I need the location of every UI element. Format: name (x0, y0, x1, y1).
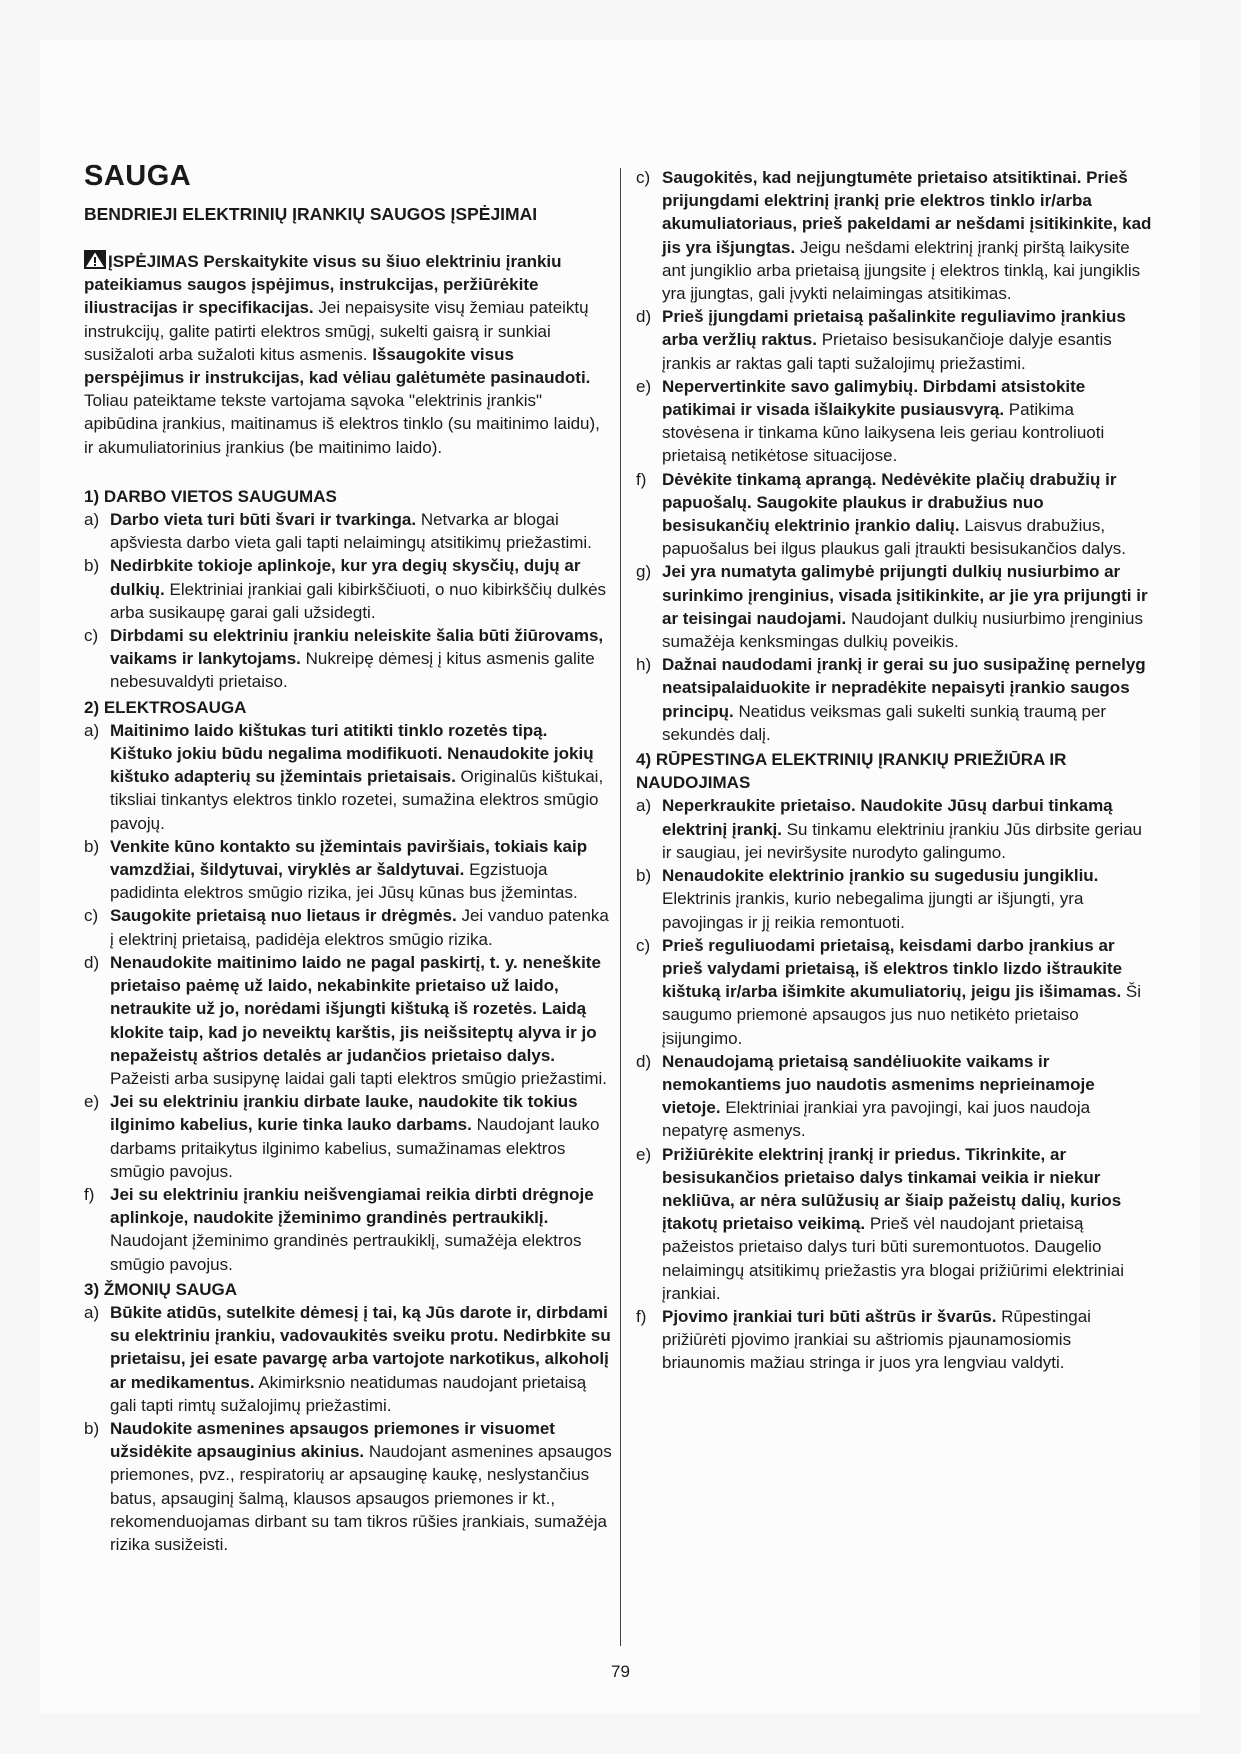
warning-icon (84, 250, 106, 269)
page-title: SAUGA (84, 160, 192, 192)
item-text: Akimirksnio neatidumas naudojant prietaisą gali tapti rimtų sužalojimų priežastimi. (110, 1372, 587, 1415)
item-text: Prieš vėl naudojant prietaisą pažeistos prietaiso dalys turi būti suremontuotos. Daugelio nelaimingų atsitikimų priežastis yra blogai prižiūrimi elektriniai įrankiai. (662, 1214, 1125, 1303)
item-bold: Nepervertinkite savo galimybių. Dirbdami atsistokite patikimai ir visada išlaikykite pusiausvyrą. (662, 376, 1086, 420)
item-bold: Jei su elektriniu įrankiu neišvengiamai reikia dirbti drėgnoje aplinkoje, naudokite įžeminimo grandinės pertraukiklį. (110, 1184, 594, 1228)
section-heading-work-area: 1) DARBO VIETOS SAUGUMAS (84, 486, 337, 506)
item-text: Jei vanduo patenka į elektrinį prietaisą, padidėja elektros smūgio rizika. (110, 906, 609, 949)
item-bold: Darbo vieta turi būti švari ir tvarkinga. (110, 510, 417, 530)
item-text: Jeigu nešdami elektrinį įrankį pirštą laikysite ant jungiklio arba prietaisą įjungsite į elektros tinklą, kai jungiklis yra įjungtas, gali įvykti nelaimingas atsitikimas. (662, 237, 1141, 304)
item-text: Naudojant dulkių nusiurbimo įrenginius sumažėja kenksmingas dulkių poveikis. (662, 608, 1143, 652)
item-label: a) (636, 796, 652, 816)
list-item (84, 508, 612, 554)
item-bold: Naudokite asmenines apsaugos priemones ir visuomet užsidėkite apsauginius akinius. (110, 1418, 555, 1462)
left-column (84, 250, 612, 1556)
section-heading-tool-care: 4) RŪPESTINGA ELEKTRINIŲ ĮRANKIŲ PRIEŽIŪRA IR NAUDOJIMAS (636, 750, 1067, 793)
item-label: f) (636, 469, 647, 489)
item-label: f) (636, 1306, 647, 1326)
item-bold: Saugokitės, kad neįjungtumėte prietaiso atsitiktinai. Prieš prijungdami elektrinį įrankį prie elektros tinklo ir/arba akumuliatoriaus, prieš pakeldami ar nešdami įsitikinkite, kad jis yra išjungtas. (662, 168, 1152, 257)
item-label: d) (636, 1051, 652, 1071)
item-text: Nukreipę dėmesį į kitus asmenis galite nebesuvaldyti prietaiso. (110, 649, 595, 692)
item-bold: Maitinimo laido kištukas turi atitikti tinklo rozetės tipą. Kištuko jokiu būdu negalima modifikuoti. Nenaudokite jokių kištuko adapterių su įžemintais prietaisais. (110, 720, 594, 787)
item-label: b) (84, 1418, 100, 1438)
list-item (84, 1417, 612, 1556)
list-item (84, 554, 612, 624)
item-label: e) (636, 376, 652, 396)
list-item (84, 1183, 612, 1276)
list-item (84, 1090, 612, 1183)
item-text: Netvarka ar blogai apšviesta darbo vieta gali tapti nelaimingų atsitikimų priežastimi. (110, 510, 592, 553)
list-item (636, 653, 1156, 746)
section-heading-personal-safety: 3) ŽMONIŲ SAUGA (84, 1279, 237, 1299)
page-number: 79 (611, 1662, 630, 1681)
item-bold: Dėvėkite tinkamą aprangą. Nedėvėkite plačių drabužių ir papuošalų. Saugokite plaukus ir drabužius nuo besisukančių elektrinio įrankio dalių. (662, 469, 1117, 536)
item-label: a) (84, 510, 100, 530)
intro-bold-2: Išsaugokite visus perspėjimus ir instrukcijas, kad vėliau galėtumėte pasinaudoti. (84, 344, 591, 388)
list-item (636, 1143, 1156, 1305)
item-bold: Neperkraukite prietaiso. Naudokite Jūsų darbui tinkamą elektrinį įrankį. (662, 796, 1113, 839)
item-text: Elektriniai įrankiai gali kibirkščiuoti, o nuo kibirkščių dulkės arba susikaupę garai gali užsidegti. (110, 579, 607, 622)
item-label: d) (84, 952, 100, 972)
item-bold: Venkite kūno kontakto su įžemintais paviršiais, tokiais kaip vamzdžiai, šildytuvai, viryklės ar šaldytuvai. (110, 836, 588, 880)
item-bold: Dirbdami su elektriniu įrankiu neleiskite šalia būti žiūrovams, vaikams ir lankytojams. (110, 626, 604, 669)
item-bold: Jei su elektriniu įrankiu dirbate lauke, naudokite tik tokius ilginimo kabelius, kurie tinka lauko darbams. (110, 1092, 578, 1135)
list-item (636, 560, 1156, 653)
section-subtitle: BENDRIEJI ELEKTRINIŲ ĮRANKIŲ SAUGOS ĮSPĖJIMAI (84, 204, 538, 224)
item-label: e) (84, 1092, 100, 1112)
intro-bold-1: ĮSPĖJIMAS Perskaitykite visus su šiuo elektriniu įrankiu pateikiamus saugos įspėjimus, instrukcijas, peržiūrėkite iliustracijas ir specifikacijas. (84, 252, 562, 318)
section-heading-electrical: 2) ELEKTROSAUGA (84, 697, 247, 717)
item-label: e) (636, 1144, 652, 1164)
right-column (636, 166, 1156, 1375)
item-text: Ši saugumo priemonė apsaugos jus nuo netikėto prietaiso įsijungimo. (662, 982, 1142, 1048)
list-item (84, 1301, 612, 1417)
item-text: Rūpestingai prižiūrėti pjovimo įrankiai su aštriomis pjaunamosiomis briaunomis mažiau stringa ir juos yra lengviau valdyti. (662, 1306, 1091, 1373)
item-label: b) (84, 836, 100, 856)
item-label: g) (636, 562, 652, 582)
item-bold: Nenaudokite maitinimo laido ne pagal paskirtį, t. y. neneškite prietaiso paėmę už laido, nekabinkite prietaiso už laido, netraukite už jo, norėdami išjungti kištuką iš rozetės. Laidą klokite taip, kad jo neveiktų karštis, jis neišsiteptų alyva ir jo nepažeistų aštrios detalės ar judančios prietaiso dalys. (110, 952, 601, 1065)
item-bold: Prižiūrėkite elektrinį įrankį ir priedus. Tikrinkite, ar besisukančios prietaiso dalys tinkamai veikia ir niekur nekliūva, ar nėra sulūžusių ar šiaip pažeistų dalių, kurios įtakotų prietaiso veikimą. (662, 1144, 1122, 1234)
list-item (84, 904, 612, 950)
list-item (84, 624, 612, 694)
item-text: Su tinkamu elektriniu įrankiu Jūs dirbsite geriau ir saugiau, jei neviršysite nurodyto galingumo. (662, 819, 1143, 862)
intro-paragraph (84, 250, 612, 459)
intro-text-2: Toliau pateiktame tekste vartojama sąvoka "elektrinis įrankis" apibūdina įrankius, maitinamus iš elektros tinklo (su maitinimo laidu), ir akumuliatorinius įrankius (be maitinimo laido). (84, 391, 600, 457)
item-text: Prietaiso besisukančioje dalyje esantis įrankis ar raktas gali tapti sužalojimų priežastimi. (662, 330, 1112, 373)
item-text: Originalūs kištukai, tiksliai tinkantys elektros tinklo rozetei, sumažina elektros smūgio pavojų. (110, 767, 604, 833)
item-label: d) (636, 307, 652, 327)
list-item (636, 166, 1156, 305)
list-item (84, 835, 612, 905)
item-text: Pažeisti arba susipynę laidai gali tapti elektros smūgio priežastimi. (110, 1068, 608, 1088)
item-bold: Nenaudojamą prietaisą sandėliuokite vaikams ir nemokantiems juo naudotis asmenims neprieinamoje vietoje. (662, 1051, 1095, 1118)
item-text: Neatidus veiksmas gali sukelti sunkią traumą per sekundės dalį. (662, 701, 1107, 744)
item-text: Patikima stovėsena ir tinkama kūno laikysena leis geriau kontroliuoti prietaisą netikėtose situacijose. (662, 400, 1105, 466)
item-text: Naudojant įžeminimo grandinės pertraukiklį, sumažėja elektros smūgio pavojus. (110, 1231, 582, 1274)
item-label: a) (84, 1302, 100, 1322)
item-bold: Nedirbkite tokioje aplinkoje, kur yra degių skysčių, dujų ar dulkių. (110, 556, 581, 599)
item-label: h) (636, 655, 652, 675)
item-text: Egzistuoja padidinta elektros smūgio rizika, jei Jūsų kūnas bus įžemintas. (110, 860, 578, 903)
list-item (636, 375, 1156, 468)
item-bold: Būkite atidūs, sutelkite dėmesį į tai, ką Jūs darote ir, dirbdami su elektriniu įrankiu, vadovaukitės sveiku protu. Nedirbkite su prietaisu, jei esate pavargę arba vartojote narkotikus, alkoholį ar medikamentus. (110, 1302, 611, 1392)
list-item (636, 305, 1156, 375)
list-item (636, 1305, 1156, 1375)
item-bold: Prieš įjungdami prietaisą pašalinkite reguliavimo įrankius arba veržlių raktus. (662, 307, 1126, 350)
item-text: Laisvus drabužius, papuošalus bei ilgus plaukus gali įtraukti besisukančios dalys. (662, 516, 1126, 559)
list-item (84, 951, 612, 1090)
item-text: Naudojant asmenines apsaugos priemones, pvz., respiratorių ar apsauginę kaukę, neslystančius batus, apsauginį šalmą, klausos apsaugos priemones ir kt., rekomenduojamas dirbant su tam tikros rūšies įrankiais, sumažėja rizika susižeisti. (110, 1442, 612, 1554)
item-label: b) (636, 866, 652, 886)
item-bold: Saugokite prietaisą nuo lietaus ir drėgmės. (110, 906, 457, 926)
item-label: a) (84, 720, 100, 740)
item-label: c) (84, 626, 99, 646)
list-item (636, 934, 1156, 1050)
list-item (84, 719, 612, 835)
intro-text-1: Jei nepaisysite visų žemiau pateiktų instrukcijų, galite patirti elektros smūgį, sukelti gaisrą ir sunkiai susižaloti arba sužaloti kitus asmenis. (84, 298, 589, 364)
item-bold: Dažnai naudodami įrankį ir gerai su juo susipažinę pernelyg neatsipalaiduokite ir nepradėkite nepaisyti įrankio saugos principų. (662, 655, 1146, 721)
item-label: b) (84, 556, 100, 576)
item-bold: Nenaudokite elektrinio įrankio su sugedusiu jungikliu. (662, 866, 1099, 886)
item-label: c) (84, 906, 99, 926)
item-text: Elektrinis įrankis, kurio nebegalima įjungti ar išjungti, yra pavojingas ir jį reikia remontuoti. (662, 889, 1084, 932)
list-item (636, 1050, 1156, 1143)
item-bold: Prieš reguliuodami prietaisą, keisdami darbo įrankius ar prieš valydami prietaisą, iš elektros tinklo lizdo ištraukite kištuką ir/arba išimkite akumuliatorių, jeigu jis išimamas. (662, 935, 1123, 1002)
item-text: Naudojant lauko darbams pritaikytus ilginimo kabelius, sumažinamas elektros smūgio pavojus. (110, 1115, 600, 1181)
list-item (636, 864, 1156, 934)
item-label: c) (636, 935, 651, 955)
item-label: c) (636, 168, 651, 187)
list-item (636, 794, 1156, 864)
item-label: f) (84, 1184, 95, 1204)
item-bold: Pjovimo įrankiai turi būti aštrūs ir švarūs. (662, 1306, 997, 1326)
item-text: Elektriniai įrankiai yra pavojingi, kai juos naudoja nepatyrę asmenys. (662, 1098, 1091, 1141)
column-divider (620, 168, 621, 1646)
list-item (636, 468, 1156, 561)
item-bold: Jei yra numatyta galimybė prijungti dulkių nusiurbimo ar surinkimo įrenginius, visada įsitikinkite, ar jie yra prijungti ir ar teisingai naudojami. (662, 562, 1148, 628)
